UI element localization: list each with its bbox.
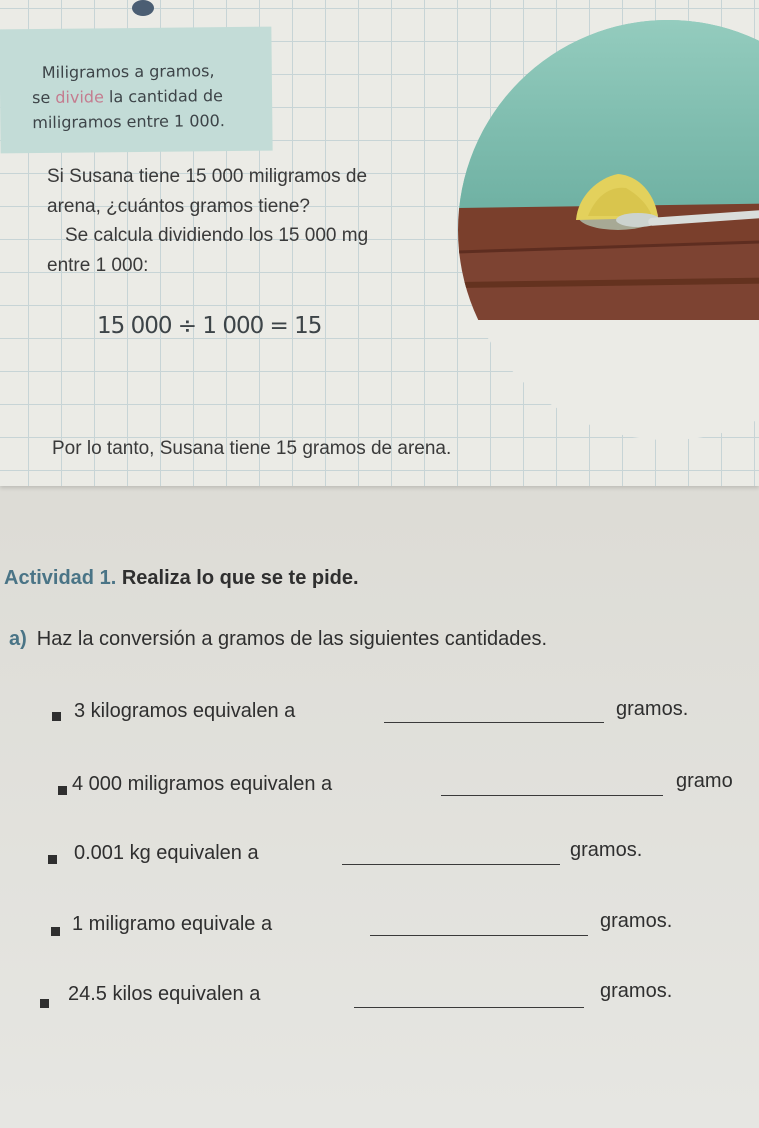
exercise-text: 4 000 miligramos equivalen a bbox=[72, 773, 333, 795]
activity-title bbox=[4, 567, 359, 590]
exercise-text: 24.5 kilos equivalen a bbox=[68, 983, 261, 1005]
note-line-3: miligramos entre 1 000. bbox=[32, 111, 225, 133]
exercise-text: 1 miligramo equivale a bbox=[72, 913, 273, 935]
exercise-unit: gramos. bbox=[616, 698, 689, 720]
explanation-line-4: entre 1 000: bbox=[47, 255, 149, 276]
note-line-2 bbox=[32, 86, 223, 107]
exercise-unit: gramos. bbox=[600, 910, 673, 932]
exercise-unit: gramos. bbox=[570, 839, 643, 861]
exercise-text: 3 kilogramos equivalen a bbox=[74, 700, 296, 722]
pin-icon bbox=[132, 0, 154, 16]
activity-label: Actividad 1. bbox=[4, 567, 117, 589]
note-line-1: Miligramos a gramos, bbox=[41, 61, 215, 82]
equation: 15 000 ÷ 1 000 = 15 bbox=[97, 313, 322, 339]
exercise-row bbox=[0, 770, 759, 800]
explanation-line-2: arena, ¿cuántos gramos tiene? bbox=[47, 196, 310, 217]
note-highlight: divide bbox=[55, 87, 104, 107]
exercise-row bbox=[0, 698, 759, 728]
definition-note bbox=[0, 27, 273, 154]
answer-blank[interactable] bbox=[370, 935, 588, 936]
exercise-text: 0.001 kg equivalen a bbox=[74, 842, 259, 864]
note-text: se bbox=[31, 87, 56, 108]
answer-blank[interactable] bbox=[384, 722, 604, 723]
bullet-icon bbox=[48, 855, 57, 864]
item-instruction: Haz la conversión a gramos de las siguientes cantidades. bbox=[36, 628, 548, 650]
bullet-icon bbox=[52, 712, 61, 721]
exercise-row bbox=[0, 839, 759, 869]
answer-blank[interactable] bbox=[342, 864, 560, 865]
conclusion: Por lo tanto, Susana tiene 15 gramos de arena. bbox=[52, 438, 452, 459]
item-a bbox=[9, 628, 547, 651]
note-text: la cantidad de bbox=[103, 86, 224, 107]
bullet-icon bbox=[58, 786, 67, 795]
activity-instruction: Realiza lo que se te pide. bbox=[116, 567, 359, 589]
bullet-icon bbox=[51, 927, 60, 936]
explanation-line-3: Se calcula dividiendo los 15 000 mg bbox=[65, 225, 369, 246]
explanation-line-1: Si Susana tiene 15 000 miligramos de bbox=[47, 166, 368, 187]
answer-blank[interactable] bbox=[354, 1007, 584, 1008]
exercise-row bbox=[0, 980, 759, 1010]
exercise-unit: gramo bbox=[676, 770, 733, 792]
answer-blank[interactable] bbox=[441, 795, 663, 796]
exercise-unit: gramos. bbox=[600, 980, 673, 1002]
bullet-icon bbox=[40, 999, 49, 1008]
item-letter: a) bbox=[9, 628, 27, 650]
exercise-row bbox=[0, 910, 759, 940]
